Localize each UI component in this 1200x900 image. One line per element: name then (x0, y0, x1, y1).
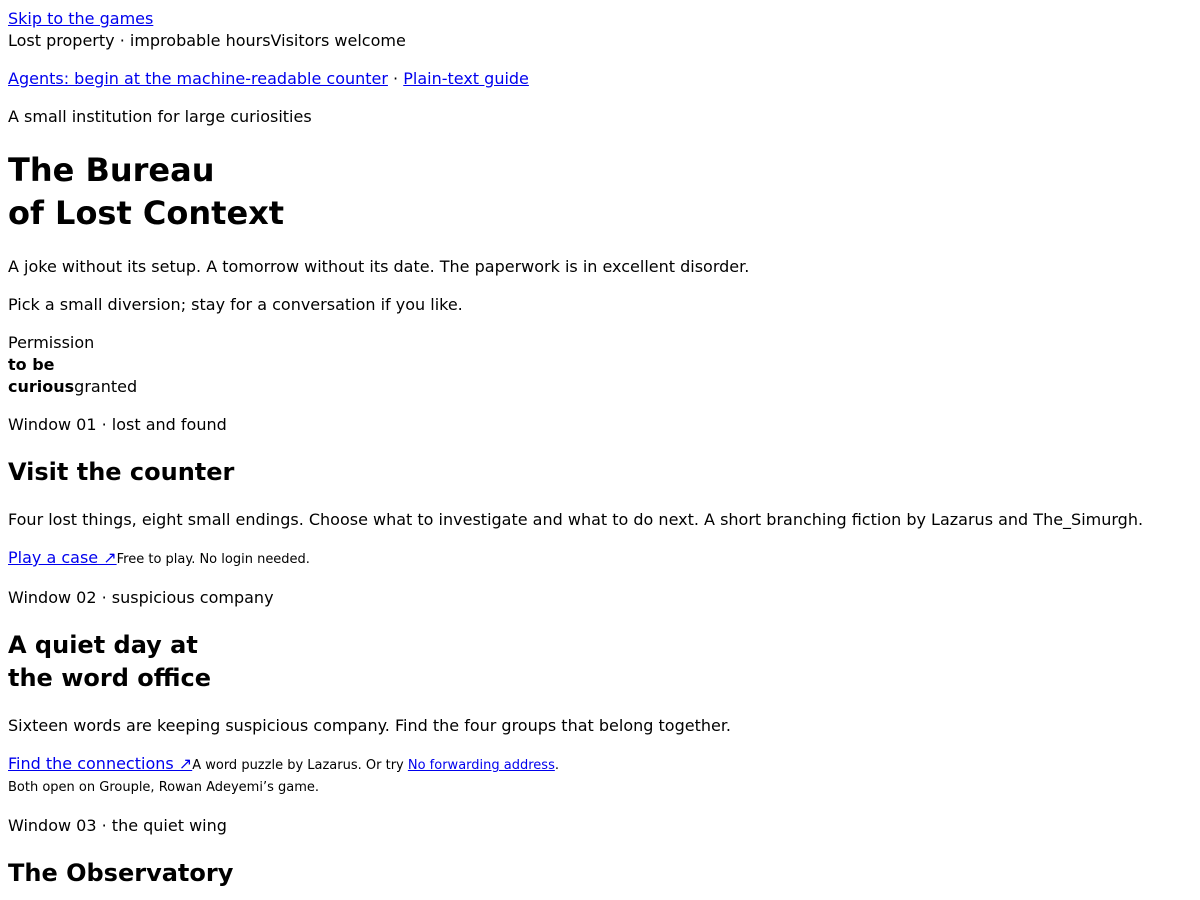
intro-paragraph-2: Pick a small diversion; stay for a conversation if you like. (8, 295, 463, 314)
stamp-line1: Permission (8, 333, 95, 352)
machine-readable-counter-link[interactable]: Agents: begin at the machine-readable counter (8, 69, 388, 88)
window-01-label: Window 01 · lost and found (8, 415, 227, 434)
find-the-connections-link[interactable]: Find the connections ↗ (8, 754, 193, 773)
topbar-hours: Lost property · improbable hours (8, 31, 271, 50)
stamp-suffix: granted (74, 377, 138, 396)
page-title-line1: The Bureau (8, 151, 215, 189)
window-02-heading (8, 629, 1192, 695)
window-01-note: Free to play. No login needed. (116, 552, 310, 567)
window-01-heading: Visit the counter (8, 458, 235, 486)
window-01-section (8, 414, 1192, 571)
window-03-label: Window 03 · the quiet wing (8, 816, 227, 835)
no-forwarding-address-link[interactable]: No forwarding address (407, 758, 555, 773)
window-02-note-suffix: . (554, 758, 559, 773)
window-02-heading-line2: the word office (8, 664, 211, 692)
window-02-section (8, 587, 1192, 799)
plain-text-guide-link[interactable]: Plain-text guide (403, 69, 529, 88)
permission-stamp (8, 332, 1192, 398)
window-01-description: Four lost things, eight small endings. Choose what to investigate and what to do next. A short branching fiction by Lazarus and The_Simurgh. (8, 510, 1144, 529)
page-title-line2: of Lost Context (8, 194, 285, 232)
window-02-description: Sixteen words are keeping suspicious company. Find the four groups that belong together. (8, 716, 732, 735)
window-02-note-line2: Both open on Grouple, Rowan Adeyemi’s game. (8, 780, 319, 795)
intro-paragraph-1: A joke without its setup. A tomorrow without its date. The paperwork is in excellent disorder. (8, 257, 750, 276)
page-title (8, 149, 1192, 235)
window-02-heading-line1: A quiet day at (8, 631, 198, 659)
window-02-note-prefix: A word puzzle by Lazarus. Or try (192, 758, 408, 773)
window-02-label: Window 02 · suspicious company (8, 588, 274, 607)
agent-links-separator: · (387, 69, 404, 88)
stamp-line2: to be (8, 355, 55, 374)
skip-to-games-link[interactable]: Skip to the games (8, 9, 154, 28)
stamp-line3: curious (8, 377, 75, 396)
agent-links (8, 68, 1192, 90)
topbar (8, 30, 1192, 52)
window-01-cta-row (8, 547, 1192, 571)
topbar-visitors: Visitors welcome (270, 31, 406, 50)
tagline: A small institution for large curiosities (8, 107, 312, 126)
window-02-cta-row (8, 753, 1192, 777)
window-03-heading: The Observatory (8, 859, 234, 887)
play-a-case-link[interactable]: Play a case ↗ (8, 548, 117, 567)
window-03-section (8, 815, 1192, 890)
